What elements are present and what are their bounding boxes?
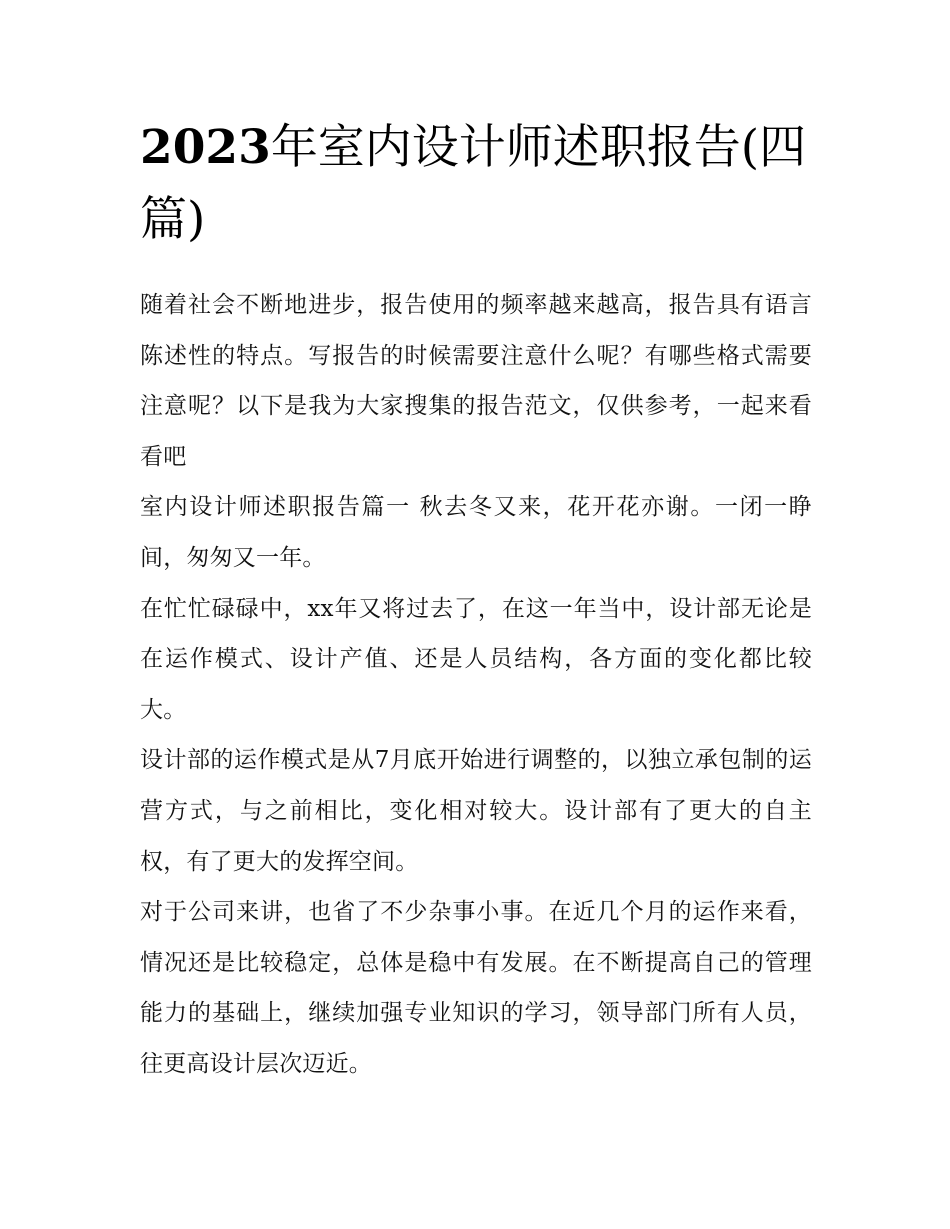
- document-body: [140, 280, 812, 1090]
- paragraph-intro: 随着社会不断地进步，报告使用的频率越来越高，报告具有语言陈述性的特点。写报告的时候需要注意什么呢？有哪些格式需要注意呢？以下是我为大家搜集的报告范文，仅供参考，一起来看看吧: [140, 292, 812, 470]
- paragraph-operation-mode: 设计部的运作模式是从7月底开始进行调整的，以独立承包制的运营方式，与之前相比，变化相对较大。设计部有了更大的自主权，有了更大的发挥空间。: [140, 747, 812, 875]
- document-title: [140, 112, 812, 256]
- title-year: 2023: [140, 120, 271, 175]
- paragraph-company: 对于公司来讲，也省了不少杂事小事。在近几个月的运作来看，情况还是比较稳定，总体是稳中有发展。在不断提高自己的管理能力的基础上，继续加强专业知识的学习，领导部门所有人员，往更高设计层次迈近。: [140, 899, 812, 1077]
- paragraph-year-review: 在忙忙碌碌中，xx年又将过去了，在这一年当中，设计部无论是在运作模式、设计产值、还是人员结构，各方面的变化都比较大。: [140, 595, 812, 723]
- document-page: [140, 112, 812, 1090]
- paragraph-part-one: 室内设计师述职报告篇一 秋去冬又来，花开花亦谢。一闭一睁间，匆匆又一年。: [140, 494, 812, 571]
- title-text: 年室内设计师述职报告(四篇): [140, 120, 807, 247]
